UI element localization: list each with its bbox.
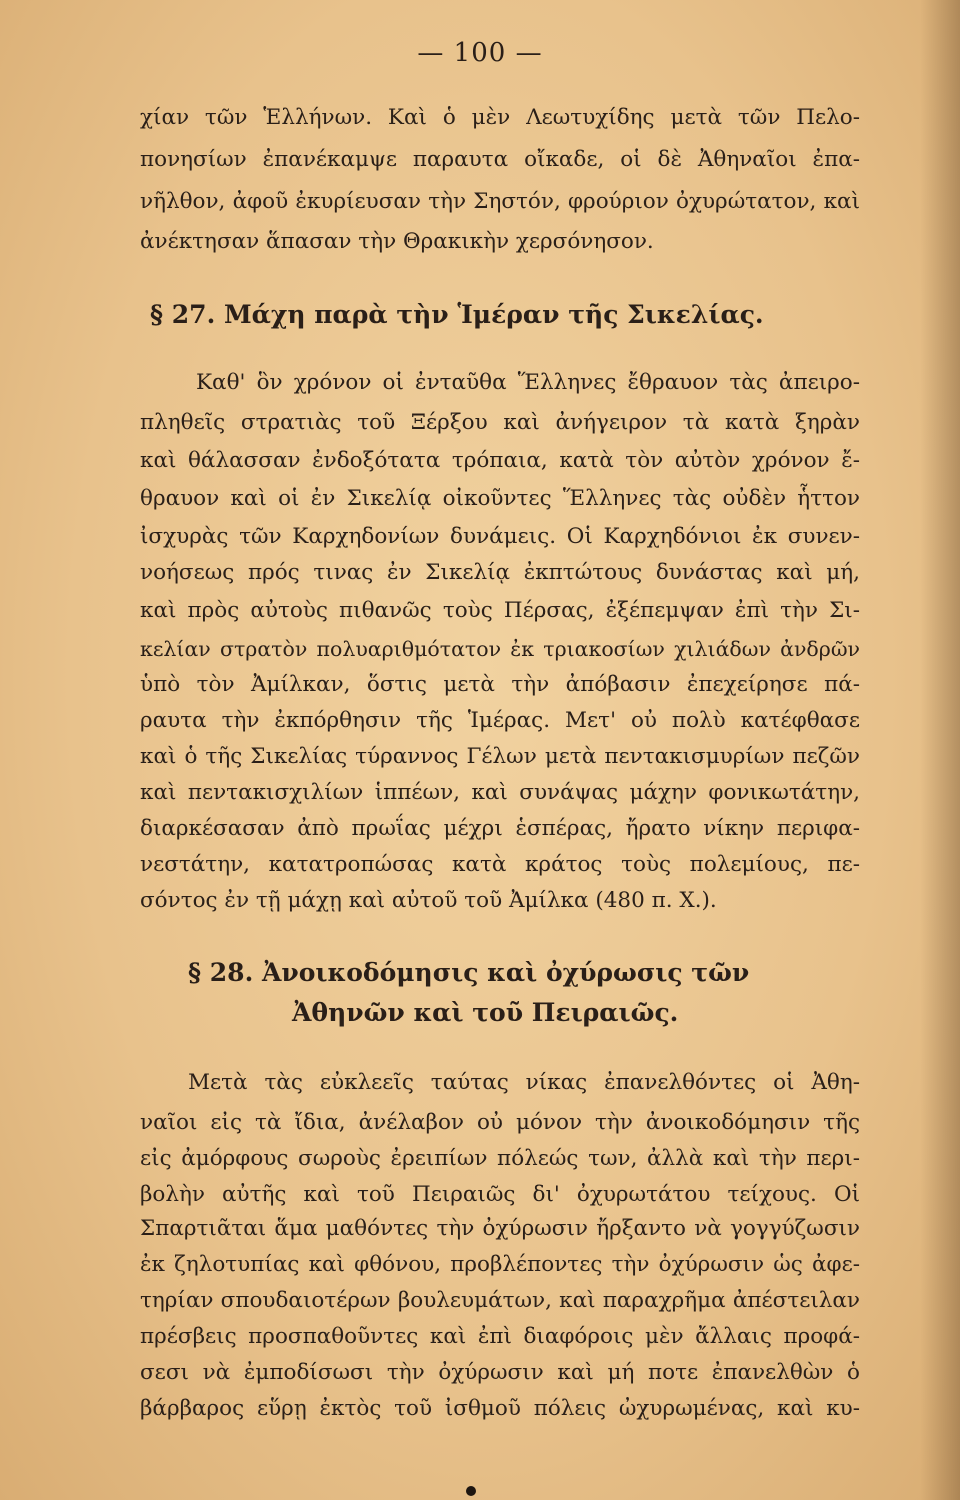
paragraph-line: σόντος ἐν τῇ μάχῃ καὶ αὐτοῦ τοῦ Ἀμίλκα (480 π. Χ.). (140, 888, 717, 913)
section-28-heading: § 28. Ἀνοικοδόμησις καὶ ὀχύρωσις τῶν (188, 958, 750, 987)
paragraph-line: θραυον καὶ οἱ ἐν Σικελίᾳ οἰκοῦντες Ἕλληνες τὰς οὐδὲν ἧττον (140, 486, 860, 511)
page-edge-shadow (920, 0, 960, 1500)
paragraph-line: κελίαν στρατὸν πολυαριθμότατον ἐκ τριακοσίων χιλιάδων ἀνδρῶν (140, 637, 860, 661)
paragraph-line: ναῖοι εἰς τὰ ἴδια, ἀνέλαβον οὐ μόνον τὴν ἀνοικοδόμησιν τῆς (140, 1110, 860, 1135)
paragraph-line: πληθεῖς στρατιὰς τοῦ Ξέρξου καὶ ἀνήγειρον τὰ κατὰ ξηρὰν (140, 410, 860, 435)
page-number: — 100 — (417, 38, 543, 68)
paragraph-line: σεσι νὰ ἐμποδίσωσι τὴν ὀχύρωσιν καὶ μή ποτε ἐπανελθὼν ὁ (140, 1360, 860, 1385)
section-28-heading-continued: Ἀθηνῶν καὶ τοῦ Πειραιῶς. (292, 998, 679, 1027)
paragraph-line: πρέσβεις προσπαθοῦντες καὶ ἐπὶ διαφόροις μὲν ἄλλαις προφά- (140, 1324, 860, 1349)
intro-line: ἀνέκτησαν ἅπασαν τὴν Θρακικὴν χερσόνησον. (140, 229, 654, 254)
paragraph-line: ἰσχυρὰς τῶν Καρχηδονίων δυνάμεις. Οἱ Καρχηδόνιοι ἐκ συνεν- (140, 524, 860, 549)
ink-dot-mark (466, 1486, 476, 1496)
paragraph-line: ἐκ ζηλοτυπίας καὶ φθόνου, προβλέποντες τὴν ὀχύρωσιν ὡς ἀφε- (140, 1252, 860, 1277)
paragraph-line: διαρκέσασαν ἀπὸ πρωΐας μέχρι ἑσπέρας, ἤρατο νίκην περιφα- (140, 816, 860, 841)
paragraph-line: καὶ πεντακισχιλίων ἱππέων, καὶ συνάψας μάχην φονικωτάτην, (140, 780, 860, 805)
paragraph-line: εἰς ἀμόρφους σωροὺς ἐρειπίων πόλεώς των, ἀλλὰ καὶ τὴν περι- (140, 1146, 860, 1171)
intro-line: πονησίων ἐπανέκαμψε παραυτα οἴκαδε, οἱ δὲ Ἀθηναῖοι ἐπα- (140, 147, 860, 172)
paragraph-line: βάρβαρος εὕρῃ ἐκτὸς τοῦ ἰσθμοῦ πόλεις ὠχυρωμένας, καὶ κυ- (140, 1396, 860, 1421)
paragraph-line: καὶ πρὸς αὐτοὺς πιθανῶς τοὺς Πέρσας, ἐξέπεμψαν ἐπὶ τὴν Σι- (140, 598, 860, 623)
paragraph-line: ὑπὸ τὸν Ἀμίλκαν, ὅστις μετὰ τὴν ἀπόβασιν ἐπεχείρησε πά- (140, 672, 860, 697)
paragraph-line: νοήσεως πρός τινας ἐν Σικελίᾳ ἐκπτώτους δυνάστας καὶ μή, (140, 560, 860, 585)
paragraph-line: νεστάτην, κατατροπώσας κατὰ κράτος τοὺς πολεμίους, πε- (140, 852, 860, 877)
paragraph-line: ραυτα τὴν ἐκπόρθησιν τῆς Ἱμέρας. Μετ' οὐ πολὺ κατέφθασε (140, 708, 860, 733)
section-27-heading: § 27. Μάχη παρὰ τὴν Ἱμέραν τῆς Σικελίας. (150, 300, 764, 329)
paragraph-line: καὶ ὁ τῆς Σικελίας τύραννος Γέλων μετὰ πεντακισμυρίων πεζῶν (140, 744, 860, 769)
paragraph-line: Μετὰ τὰς εὐκλεεῖς ταύτας νίκας ἐπανελθόντες οἱ Ἀθη- (188, 1070, 860, 1095)
intro-line: χίαν τῶν Ἑλλήνων. Καὶ ὁ μὲν Λεωτυχίδης μετὰ τῶν Πελο- (140, 105, 860, 130)
paragraph-line: Σπαρτιᾶται ἅμα μαθόντες τὴν ὀχύρωσιν ἤρξαντο νὰ γογγύζωσιν (140, 1216, 860, 1241)
paragraph-line: βολὴν αὐτῆς καὶ τοῦ Πειραιῶς δι' ὀχυρωτάτου τείχους. Οἱ (140, 1182, 860, 1207)
paragraph-line: Καθ' ὃν χρόνον οἱ ἐνταῦθα Ἕλληνες ἔθραυον τὰς ἀπειρο- (196, 370, 860, 395)
intro-line: νῆλθον, ἀφοῦ ἐκυρίευσαν τὴν Σηστόν, φρούριον ὀχυρώτατον, καὶ (140, 189, 860, 214)
paragraph-line: τηρίαν σπουδαιοτέρων βουλευμάτων, καὶ παραχρῆμα ἀπέστειλαν (140, 1288, 860, 1313)
paragraph-line: καὶ θάλασσαν ἐνδοξότατα τρόπαια, κατὰ τὸν αὐτὸν χρόνον ἔ- (140, 448, 860, 473)
